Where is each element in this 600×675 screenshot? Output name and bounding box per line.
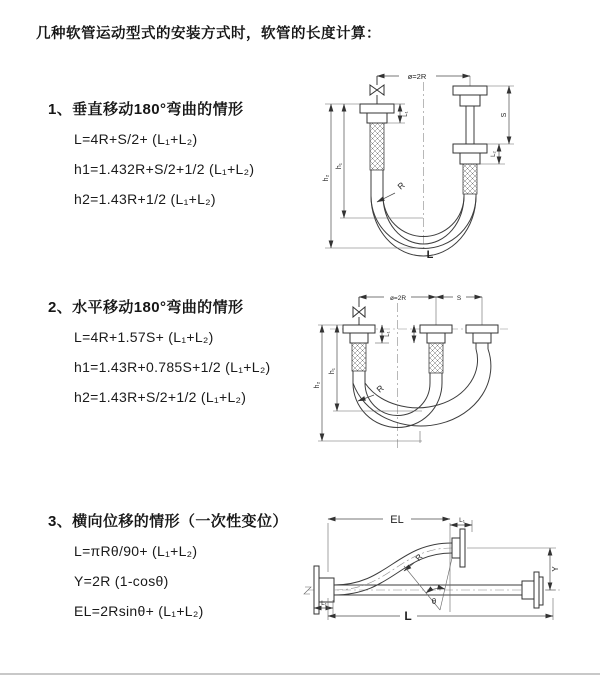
- theta-label: θ: [431, 597, 437, 606]
- l1-top-label: L₁: [459, 517, 465, 524]
- r-label: R: [395, 179, 407, 192]
- formula-length: L=4R+1.57S+ (L₁+L₂): [74, 329, 214, 345]
- left-end-fitting: [360, 104, 394, 170]
- dimension-y: [467, 548, 560, 590]
- l1-bottom-label: L₁: [321, 600, 327, 607]
- h1-label: h₁: [336, 162, 343, 170]
- formula-h1: h1=1.43R+0.785S+1/2 (L₁+L₂): [74, 359, 271, 375]
- s-label: S: [456, 295, 462, 302]
- valve-icon: [353, 297, 365, 325]
- angle-theta: [404, 558, 452, 610]
- right-end-fitting-original: [453, 144, 487, 194]
- h2-label: h₂: [323, 174, 330, 182]
- braid-section: [370, 123, 384, 170]
- formula-h2: h2=1.43R+1/2 (L₁+L₂): [74, 191, 216, 207]
- l1-label: L₁: [403, 111, 409, 117]
- diagram-vertical-180-bend: [315, 66, 580, 261]
- h2-label: h₂: [314, 381, 321, 389]
- radius-callout: [377, 180, 407, 202]
- braid-section: [352, 343, 366, 371]
- formula-h1: h1=1.432R+S/2+1/2 (L₁+L₂): [74, 161, 255, 177]
- hose-curves: [353, 343, 491, 443]
- formula-y: Y=2R (1-cosθ): [74, 573, 169, 589]
- dimension-s: [436, 292, 482, 302]
- valve-icon: [370, 76, 384, 104]
- middle-end-fitting-moved: [420, 325, 452, 373]
- dimension-l: [328, 598, 553, 623]
- break-mark: [304, 587, 311, 594]
- page-title: 几种软管运动型式的安装方式时，软管的长度计算：: [36, 26, 381, 42]
- formula-el: EL=2Rsinθ+ (L₁+L₂): [74, 603, 204, 619]
- section-vertical-movement: [48, 100, 338, 220]
- section-horizontal-movement: [48, 298, 338, 418]
- l-label: L: [426, 249, 434, 261]
- h1-label: h₁: [329, 367, 336, 375]
- left-end-fitting: [343, 325, 375, 371]
- dimension-s: [487, 86, 514, 144]
- dimension-h1: [329, 325, 422, 411]
- section-3-heading: 3、横向位移的情形（一次性变位）: [48, 513, 288, 530]
- dimension-l1: [375, 325, 391, 343]
- el-label: EL: [390, 514, 404, 526]
- l1-label: L₁: [385, 331, 391, 337]
- r-label: R: [413, 552, 425, 563]
- r-label: R: [374, 382, 386, 395]
- right-end-fitting-original: [466, 325, 498, 343]
- section-2-heading: 2、水平移动180°弯曲的情形: [48, 299, 244, 316]
- span-label: ø=2R: [407, 72, 427, 81]
- diagram-horizontal-180-bend: [310, 283, 598, 468]
- section-lateral-displacement: [48, 512, 338, 632]
- s-label: S: [501, 112, 508, 118]
- l2-label: L₂: [491, 151, 497, 157]
- braid-section: [429, 343, 443, 373]
- formula-length: L=πRθ/90+ (L₁+L₂): [74, 543, 198, 559]
- section-1-heading: 1、垂直移动180°弯曲的情形: [48, 101, 244, 118]
- y-label: Y: [551, 566, 560, 572]
- formula-h2: h2=1.43R+S/2+1/2 (L₁+L₂): [74, 389, 247, 405]
- l-label: L: [404, 609, 412, 623]
- diagram-lateral-displacement: [300, 502, 598, 657]
- braid-section: [463, 164, 477, 194]
- span-label: ø=2R: [389, 295, 407, 302]
- right-end-fitting-moved: [453, 86, 487, 144]
- formula-length: L=4R+S/2+ (L₁+L₂): [74, 131, 198, 147]
